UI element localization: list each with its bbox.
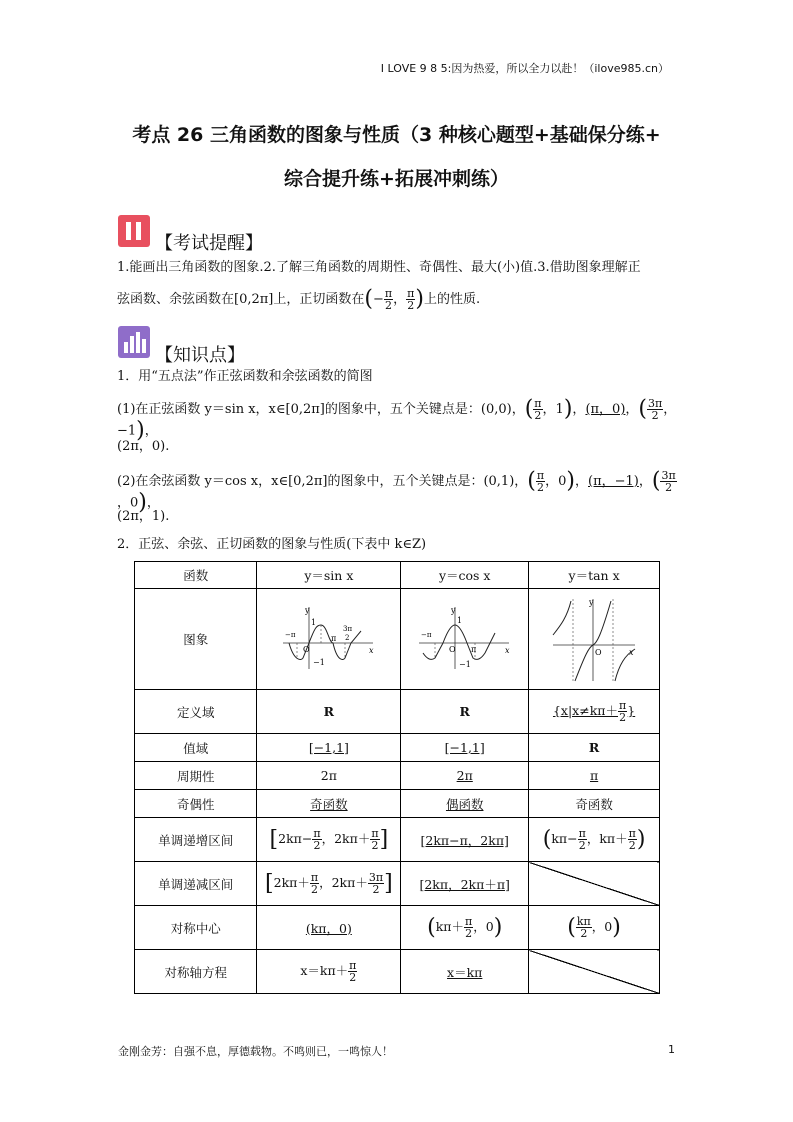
cell: R [529, 734, 660, 762]
cell: [2kπ− $\frac{\pi}{2}$ ，2kπ＋ $\frac{\pi}{2}$ ] [257, 818, 401, 862]
knowledge-heading: 【知识点】 [155, 345, 245, 366]
svg-text:π: π [330, 634, 337, 643]
row-label: 周期性 [135, 762, 257, 790]
svg-text:x: x [368, 646, 374, 655]
knowledge-badge-icon [118, 326, 150, 358]
cell: [2kπ，2kπ＋π] [401, 862, 529, 906]
cell: {x|x≠kπ＋ $\frac{\pi}{2}$ } [529, 690, 660, 734]
header-cell: y＝tan x [529, 562, 660, 589]
svg-text:−π: −π [284, 631, 296, 639]
reminder-line1: 1.能画出三角函数的图象.2.了解三角函数的周期性、奇偶性、最大(小)值.3.借助图象理解正 [117, 260, 641, 275]
table-row [135, 790, 660, 818]
table-row [135, 906, 660, 950]
table-row [135, 589, 660, 690]
row-label: 对称轴方程 [135, 950, 257, 994]
cell: 2π [257, 762, 401, 790]
reminder-line2: 弦函数、余弦函数在[0,2π]上，正切函数在(− $\frac{\pi}{2}$ ， $\frac{\pi}{2}$ )上的性质. [117, 286, 481, 312]
cell: 偶函数 [401, 790, 529, 818]
cell: 奇函数 [257, 790, 401, 818]
svg-text:−1: −1 [312, 658, 325, 667]
cos-keypoints: (2)在余弦函数 y＝cos x，x∈[0,2π]的图象中，五个关键点是：(0,1)，( $\frac{\pi}{2}$ ，0)，(π，−1)，( $\frac{3\pi}{2}$ ，0)， [117, 468, 676, 515]
empty-diagonal-cell [529, 862, 660, 906]
page-header: I LOVE 9 8 5:因为热爱，所以全力以赴！（ilove985.cn） [380, 62, 669, 75]
reminder-badge-icon [118, 215, 150, 247]
cell: 奇函数 [529, 790, 660, 818]
cell: 2π [401, 762, 529, 790]
table-row [135, 762, 660, 790]
cell: π [529, 762, 660, 790]
cell: (kπ，0) [257, 906, 401, 950]
row-label: 奇偶性 [135, 790, 257, 818]
cell: [−1,1] [257, 734, 401, 762]
svg-text:O: O [302, 645, 310, 654]
svg-text:O: O [595, 648, 602, 657]
svg-text:x: x [629, 648, 634, 657]
row-label: 单调递减区间 [135, 862, 257, 906]
cell: R [401, 690, 529, 734]
reminder-heading: 【考试提醒】 [155, 233, 263, 254]
table-row [135, 690, 660, 734]
svg-text:1: 1 [310, 618, 316, 627]
cos-graph [401, 589, 529, 690]
svg-text:1: 1 [456, 616, 462, 625]
row-label: 对称中心 [135, 906, 257, 950]
page-number: 1 [668, 1043, 675, 1056]
cell: x＝kπ＋ $\frac{\pi}{2}$ [257, 950, 401, 994]
sin-last-point: (2π，0). [117, 439, 170, 454]
table-row [135, 950, 660, 994]
table-row [135, 862, 660, 906]
cos-last-point: (2π，1). [117, 509, 170, 524]
row-label: 定义域 [135, 690, 257, 734]
cell: R [257, 690, 401, 734]
row-label: 图象 [135, 589, 257, 690]
svg-text:2: 2 [344, 634, 350, 642]
svg-text:O: O [448, 645, 456, 654]
row-label: 单调递增区间 [135, 818, 257, 862]
page-title-line2: 综合提升练+拓展冲刺练） [284, 168, 509, 190]
sin-graph [257, 589, 401, 690]
cell: (kπ− $\frac{\pi}{2}$ ，kπ＋ $\frac{\pi}{2}$ ) [529, 818, 660, 862]
knowledge-p2: 2．正弦、余弦、正切函数的图象与性质(下表中 k∈Z) [117, 537, 427, 552]
tan-graph [529, 589, 660, 690]
trig-properties-table [134, 561, 660, 994]
svg-text:y: y [589, 598, 594, 607]
header-cell: y＝sin x [257, 562, 401, 589]
cell: [2kπ−π，2kπ] [401, 818, 529, 862]
table-row [135, 818, 660, 862]
empty-diagonal-cell [529, 950, 660, 994]
footer-motto: 金刚金芳：自强不息，厚德载物。不鸣则已，一鸣惊人！ [118, 1045, 393, 1058]
svg-text:y: y [304, 606, 310, 615]
knowledge-p1: 1．用“五点法”作正弦函数和余弦函数的简图 [117, 369, 373, 384]
cell: ( $\frac{k\pi}{2}$ ，0) [529, 906, 660, 950]
table-row [135, 734, 660, 762]
cell: [2kπ＋ $\frac{\pi}{2}$ ，2kπ＋ $\frac{3\pi}{2}$ ] [257, 862, 401, 906]
svg-text:x: x [504, 646, 510, 655]
svg-text:π: π [470, 645, 476, 654]
svg-text:y: y [450, 606, 456, 615]
page-title-line1: 考点 26 三角函数的图象与性质（3 种核心题型+基础保分练+ [132, 124, 661, 146]
header-cell: y＝cos x [401, 562, 529, 589]
cell: (kπ＋ $\frac{\pi}{2}$ ，0) [401, 906, 529, 950]
cell: x＝kπ [401, 950, 529, 994]
row-label: 值域 [135, 734, 257, 762]
svg-text:−π: −π [420, 631, 432, 639]
svg-text:−1: −1 [458, 660, 471, 669]
table-header-row [135, 562, 660, 589]
cell: [−1,1] [401, 734, 529, 762]
sin-keypoints: (1)在正弦函数 y＝sin x，x∈[0,2π]的图象中，五个关键点是：(0,0)，( $\frac{\pi}{2}$ ，1)，(π，0)，( $\frac{3\pi}{2}$ ，−1)， [117, 396, 677, 443]
svg-text:3π: 3π [342, 625, 352, 633]
header-cell: 函数 [135, 562, 257, 589]
